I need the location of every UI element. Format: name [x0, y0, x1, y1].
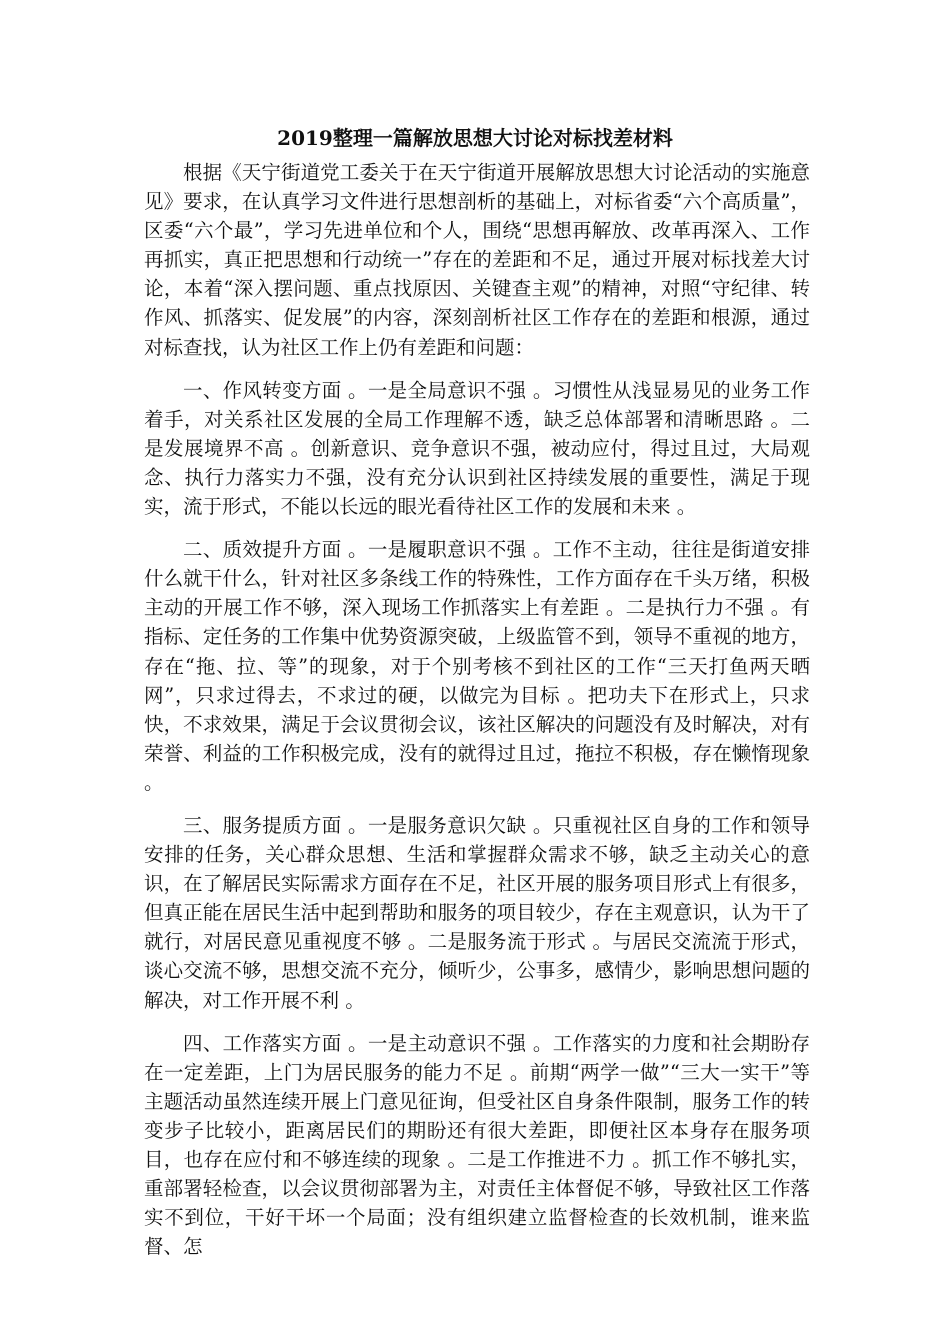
document-body: [144, 158, 810, 1275]
section-quality-efficiency-paragraph: 二、质效提升方面 。一是履职意识不强 。工作不主动，往往是街道安排什么就干什么，针对社区多条线工作的特殊性，工作方面存在千头万绪，积极主动的开展工作不够，深入现场工作抓落实上有差距 。二是执行力不强 。有指标、定任务的工作集中优势资源突破，上级监管不到，领导不重视的地方，存在“拖、拉、等”的现象，对于个别考核不到社区的工作“三天打鱼两天晒网”，只求过得去，不求过的硬，以做完为目标 。把功夫下在形式上，只求快，不求效果，满足于会议贯彻会议，该社区解决的问题没有及时解决，对有荣誉、利益的工作积极完成，没有的就得过且过，拖拉不积极，存在懒惰现象 。: [144, 538, 810, 794]
section-service-quality-paragraph: 三、服务提质方面 。一是服务意识欠缺 。只重视社区自身的工作和领导安排的任务，关心群众思想、生活和掌握群众需求不够，缺乏主动关心的意识，在了解居民实际需求方面存在不足，社区开展的服务项目形式上有很多，但真正能在居民生活中起到帮助和服务的项目较少，存在主观意识，认为干了就行，对居民意见重视度不够 。二是服务流于形式 。与居民交流流于形式，谈心交流不够，思想交流不充分，倾听少，公事多，感情少，影响思想问题的解决，对工作开展不利 。: [144, 813, 810, 1012]
intro-paragraph: 根据《天宁街道党工委关于在天宁街道开展解放思想大讨论活动的实施意见》要求，在认真学习文件进行思想剖析的基础上，对标省委“六个高质量”，区委“六个最”，学习先进单位和个人，围绕“思想再解放、改革再深入、工作再抓实，真正把思想和行动统一”存在的差距和不足，通过开展对标找差大讨论，本着“深入摆问题、重点找原因、关键查主观”的精神，对照“守纪律、转作风、抓落实、促发展”的内容，深刻剖析社区工作存在的差距和根源，通过对标查找，认为社区工作上仍有差距和问题：: [144, 161, 810, 359]
section-style-change-paragraph: 一、作风转变方面 。一是全局意识不强 。习惯性从浅显易见的业务工作着手，对关系社区发展的全局工作理解不透，缺乏总体部署和清晰思路 。二是发展境界不高 。创新意识、竞争意识不强，被动应付，得过且过，大局观念、执行力落实力不强，没有充分认识到社区持续发展的重要性，满足于现实，流于形式，不能以长远的眼光看待社区工作的发展和未来 。: [144, 378, 810, 519]
document-title: 2019整理一篇解放思想大讨论对标找差材料: [277, 126, 673, 150]
section-work-implementation-paragraph: 四、工作落实方面 。一是主动意识不强 。工作落实的力度和社会期盼存在一定差距，上门为居民服务的能力不足 。前期“两学一做”“三大一实干”等主题活动虽然连续开展上门意见征询，但受社区自身条件限制，服务工作的转变步子比较小，距离居民们的期盼还有很大差距，即便社区本身存在服务项目，也存在应付和不够连续的现象 。二是工作推进不力 。抓工作不够扎实，重部署轻检查，以会议贯彻部署为主，对责任主体督促不够，导致社区工作落实不到位，干好干坏一个局面；没有组织建立监督检查的长效机制，谁来监督、怎: [144, 1031, 810, 1259]
